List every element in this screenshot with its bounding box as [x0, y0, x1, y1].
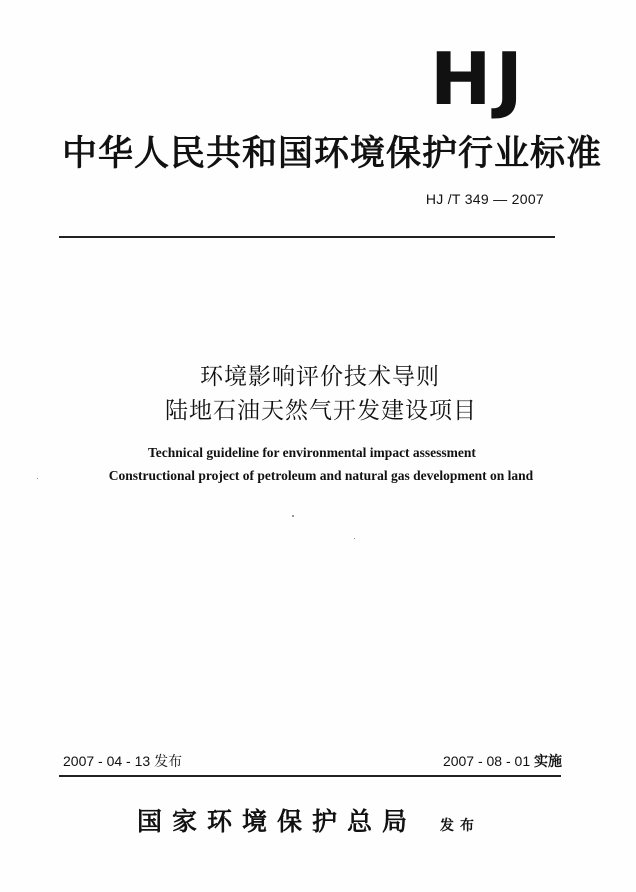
scan-speck [292, 515, 294, 517]
bottom-divider [59, 775, 561, 777]
implementation-date [443, 751, 562, 771]
top-divider [59, 236, 555, 238]
release-label: 发布 [154, 754, 183, 770]
hj-logo: HJ [430, 37, 527, 121]
english-title-line-2: Constructional project of petroleum and natural gas development on land [108, 468, 534, 483]
publisher-name: 国家环境保护总局 [137, 807, 418, 836]
publisher-label: 发布 [440, 818, 480, 834]
english-title-line-1: Technical guideline for environmental impact assessment [148, 445, 476, 460]
chinese-title-line-1: 环境影响评价技术导则 [200, 364, 440, 390]
organization-standard-title: 中华人民共和国环境保护行业标准 [62, 133, 603, 174]
chinese-title-line-2: 陆地石油天然气开发建设项目 [165, 398, 477, 424]
implementation-label: 实施 [534, 754, 562, 770]
scan-speck [354, 538, 355, 539]
implementation-date-value: 2007 - 08 - 01 [442, 753, 531, 769]
release-date-value: 2007 - 04 - 13 [63, 753, 151, 769]
standard-number: HJ /T 349 — 2007 [425, 191, 544, 207]
scan-speck [37, 478, 38, 479]
release-date [63, 751, 182, 771]
